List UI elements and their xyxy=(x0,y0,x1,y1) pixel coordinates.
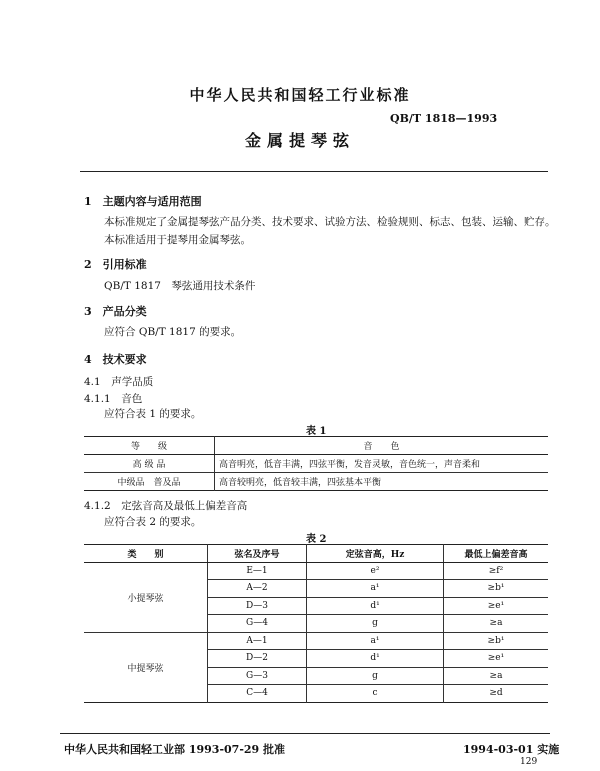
table-2-pitch-cell: d¹ xyxy=(307,650,444,668)
org-title: 中华人民共和国轻工行业标准 xyxy=(189,86,411,104)
table-1-grade-cell: 高 级 品 xyxy=(84,455,215,473)
table-2-category-cell: 中提琴弦 xyxy=(84,632,208,702)
table-2-header-category: 类 别 xyxy=(84,545,208,563)
table-2-deviation-cell: ≥d xyxy=(444,685,549,703)
table-1-grade-cell: 中级品 普及品 xyxy=(84,473,215,491)
table-row xyxy=(84,455,548,473)
section-4-heading: 4 技术要求 xyxy=(84,353,147,366)
table-row xyxy=(84,632,548,650)
section-2-heading: 2 引用标准 xyxy=(84,258,147,271)
table-2-caption: 表 2 xyxy=(306,534,327,545)
table-2-string-cell: E—1 xyxy=(208,562,307,580)
table-2-header-string: 弦名及序号 xyxy=(208,545,307,563)
table-1-header-timbre: 音 色 xyxy=(215,437,549,455)
table-2-string-cell: G—4 xyxy=(208,615,307,633)
table-2-string-cell: D—3 xyxy=(208,597,307,615)
table-2-pitch-cell: a¹ xyxy=(307,632,444,650)
section-3-heading: 3 产品分类 xyxy=(84,305,147,318)
standard-code: QB/T 1818—1993 xyxy=(390,112,498,125)
table-2-string-cell: A—2 xyxy=(208,580,307,598)
table-2-pitch-cell: e² xyxy=(307,562,444,580)
table-1-header-grade: 等 级 xyxy=(84,437,215,455)
section-4-1-1-paragraph: 应符合表 1 的要求。 xyxy=(104,408,202,420)
footer-rule xyxy=(60,733,550,734)
header-rule xyxy=(80,171,548,172)
table-2-header-pitch: 定弦音高，Hz xyxy=(307,545,444,563)
table-row xyxy=(84,473,548,491)
table-2-header-deviation: 最低上偏差音高 xyxy=(444,545,549,563)
table-2-category-cell: 小提琴弦 xyxy=(84,562,208,632)
table-2-deviation-cell: ≥b¹ xyxy=(444,580,549,598)
section-1-heading: 1 主题内容与适用范围 xyxy=(84,195,202,208)
section-1-paragraph-2: 本标准适用于提琴用金属琴弦。 xyxy=(104,234,251,246)
table-2-pitch-cell: g xyxy=(307,615,444,633)
table-1-header-row xyxy=(84,437,548,455)
table-2-deviation-cell: ≥f² xyxy=(444,562,549,580)
table-2-deviation-cell: ≥a xyxy=(444,667,549,685)
page-number: 129 xyxy=(520,757,538,767)
table-1 xyxy=(84,436,548,491)
table-2-pitch-cell: d¹ xyxy=(307,597,444,615)
table-2-pitch-cell: c xyxy=(307,685,444,703)
table-2-deviation-cell: ≥e¹ xyxy=(444,650,549,668)
table-2-pitch-cell: a¹ xyxy=(307,580,444,598)
table-1-timbre-cell: 高音较明亮，低音较丰满，四弦基本平衡 xyxy=(215,473,549,491)
section-4-1-2-heading: 4.1.2 定弦音高及最低上偏差音高 xyxy=(84,500,248,512)
table-2-deviation-cell: ≥a xyxy=(444,615,549,633)
section-4-1-2-paragraph: 应符合表 2 的要求。 xyxy=(104,516,202,528)
section-4-1-heading: 4.1 声学品质 xyxy=(84,376,154,388)
table-2-deviation-cell: ≥e¹ xyxy=(444,597,549,615)
section-1-paragraph-1: 本标准规定了金属提琴弦产品分类、技术要求、试验方法、检验规则、标志、包装、运输、贮存。 xyxy=(104,216,556,228)
effective-date: 1994-03-01 实施 xyxy=(463,743,560,756)
table-1-timbre-cell: 高音明亮，低音丰满，四弦平衡，发音灵敏，音色统一，声音柔和 xyxy=(215,455,549,473)
approval-line: 中华人民共和国轻工业部 1993-07-29 批准 xyxy=(64,743,286,756)
section-4-1-1-heading: 4.1.1 音色 xyxy=(84,393,143,405)
table-row xyxy=(84,562,548,580)
section-2-paragraph-1: QB/T 1817 琴弦通用技术条件 xyxy=(104,280,256,292)
table-2 xyxy=(84,544,548,703)
table-2-string-cell: G—3 xyxy=(208,667,307,685)
table-2-string-cell: A—1 xyxy=(208,632,307,650)
table-2-string-cell: D—2 xyxy=(208,650,307,668)
table-2-header-row xyxy=(84,545,548,563)
table-2-pitch-cell: g xyxy=(307,667,444,685)
table-1-caption: 表 1 xyxy=(306,426,327,437)
table-2-string-cell: C—4 xyxy=(208,685,307,703)
document-title: 金属提琴弦 xyxy=(244,131,355,150)
table-2-deviation-cell: ≥b¹ xyxy=(444,632,549,650)
section-3-paragraph-1: 应符合 QB/T 1817 的要求。 xyxy=(104,326,242,338)
